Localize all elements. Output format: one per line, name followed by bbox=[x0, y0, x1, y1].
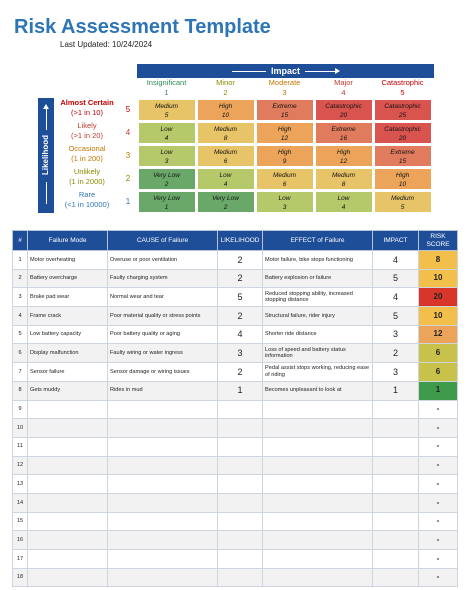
matrix-cell-level: Catastrophic bbox=[384, 102, 421, 110]
matrix-cell-score: 4 bbox=[341, 203, 346, 211]
matrix-cell-level: Low bbox=[278, 194, 291, 202]
matrix-cell-level: High bbox=[395, 171, 410, 179]
cause-cell[interactable] bbox=[108, 550, 218, 569]
table-row bbox=[13, 531, 458, 550]
col-header-risk-score: RISK SCORE bbox=[419, 231, 458, 251]
impact-cell[interactable]: 3 bbox=[373, 363, 419, 382]
row-number[interactable]: 14 bbox=[13, 493, 28, 512]
row-number[interactable]: 4 bbox=[13, 307, 28, 326]
likelihood-cell[interactable]: 4 bbox=[218, 325, 263, 344]
matrix-cell bbox=[197, 191, 255, 213]
table-row bbox=[13, 344, 458, 363]
row-number[interactable]: 3 bbox=[13, 288, 28, 307]
row-number[interactable]: 9 bbox=[13, 400, 28, 419]
table-row bbox=[13, 381, 458, 400]
risk-score-cell[interactable]: - bbox=[419, 493, 458, 512]
likelihood-row-name: Almost Certain bbox=[60, 98, 114, 107]
likelihood-cell[interactable] bbox=[218, 437, 263, 456]
likelihood-row-label bbox=[55, 121, 119, 144]
risk-score-cell[interactable]: - bbox=[419, 512, 458, 531]
matrix-cell-score: 8 bbox=[223, 134, 228, 142]
matrix-cell-level: Medium bbox=[154, 102, 179, 110]
cause-cell[interactable]: Poor battery quality or aging bbox=[108, 325, 218, 344]
cause-cell[interactable]: Faulty wiring or water ingress bbox=[108, 344, 218, 363]
impact-cell[interactable] bbox=[373, 456, 419, 475]
effect-cell[interactable]: Structural failure, rider injury bbox=[263, 307, 373, 326]
likelihood-cell[interactable] bbox=[218, 456, 263, 475]
matrix-cell-score: 5 bbox=[164, 111, 169, 119]
effect-cell[interactable] bbox=[263, 419, 373, 438]
col-header-effect: EFFECT of Failure bbox=[263, 231, 373, 251]
matrix-cell bbox=[256, 122, 314, 144]
impact-cell[interactable]: 5 bbox=[373, 269, 419, 288]
matrix-cell bbox=[374, 122, 432, 144]
matrix-cell-level: Very Low bbox=[153, 171, 180, 179]
likelihood-row-name: Unlikely bbox=[73, 167, 101, 176]
risk-score-cell[interactable]: 8 bbox=[419, 251, 458, 270]
cause-cell[interactable] bbox=[108, 400, 218, 419]
cause-cell[interactable]: Poor material quality or stress points bbox=[108, 307, 218, 326]
matrix-cell bbox=[374, 145, 432, 167]
matrix-cell-score: 4 bbox=[223, 180, 228, 188]
cause-cell[interactable] bbox=[108, 475, 218, 494]
matrix-cell bbox=[138, 145, 196, 167]
effect-cell[interactable]: Reduced stopping ability, increased stopping distance bbox=[263, 288, 373, 307]
impact-column-name: Catastrophic bbox=[381, 78, 424, 87]
matrix-cell-score: 16 bbox=[339, 134, 348, 142]
likelihood-row-odds: (1 in 2000) bbox=[69, 177, 105, 186]
row-number[interactable]: 18 bbox=[13, 568, 28, 587]
effect-cell[interactable] bbox=[263, 475, 373, 494]
impact-column-name: Insignificant bbox=[146, 78, 187, 87]
likelihood-row-number: 3 bbox=[125, 151, 131, 160]
impact-column-number: 2 bbox=[223, 88, 228, 97]
effect-cell[interactable] bbox=[263, 531, 373, 550]
risk-score-cell[interactable]: - bbox=[419, 437, 458, 456]
matrix-cell-score: 6 bbox=[282, 180, 287, 188]
matrix-cell bbox=[315, 99, 373, 121]
matrix-cell-level: Extreme bbox=[331, 125, 356, 133]
failure-mode-cell[interactable]: Low battery capacity bbox=[28, 325, 108, 344]
matrix-cell bbox=[197, 99, 255, 121]
effect-cell[interactable]: Shorter ride distance bbox=[263, 325, 373, 344]
matrix-cell-score: 6 bbox=[223, 157, 228, 165]
impact-column-4 bbox=[314, 78, 373, 98]
impact-cell[interactable] bbox=[373, 512, 419, 531]
matrix-cell-level: Very Low bbox=[212, 194, 239, 202]
matrix-cell-level: Low bbox=[160, 148, 173, 156]
effect-cell[interactable] bbox=[263, 568, 373, 587]
matrix-cell bbox=[374, 99, 432, 121]
matrix-cell-score: 4 bbox=[164, 134, 169, 142]
row-number[interactable]: 7 bbox=[13, 363, 28, 382]
failure-mode-cell[interactable] bbox=[28, 437, 108, 456]
likelihood-row-number: 4 bbox=[125, 128, 131, 137]
likelihood-cell[interactable]: 2 bbox=[218, 307, 263, 326]
cause-cell[interactable]: Sensor damage or wiring issues bbox=[108, 363, 218, 382]
likelihood-cell[interactable] bbox=[218, 512, 263, 531]
matrix-cell-level: High bbox=[277, 125, 292, 133]
impact-column-5 bbox=[373, 78, 432, 98]
matrix-cell-score: 12 bbox=[280, 134, 289, 142]
impact-column-number: 1 bbox=[164, 88, 169, 97]
table-row bbox=[13, 307, 458, 326]
effect-cell[interactable]: Becomes unpleasant to look at bbox=[263, 381, 373, 400]
table-row bbox=[13, 288, 458, 307]
impact-arrow-right-icon bbox=[305, 71, 339, 72]
effect-cell[interactable]: Pedal assist stops working, reducing ease of riding bbox=[263, 363, 373, 382]
impact-cell[interactable]: 3 bbox=[373, 325, 419, 344]
impact-cell[interactable]: 1 bbox=[373, 381, 419, 400]
cause-cell[interactable] bbox=[108, 456, 218, 475]
likelihood-row-name: Rare bbox=[78, 190, 96, 199]
matrix-cell bbox=[256, 191, 314, 213]
likelihood-cell[interactable]: 5 bbox=[218, 288, 263, 307]
col-header-number: # bbox=[13, 231, 28, 251]
table-row bbox=[13, 251, 458, 270]
table-row bbox=[13, 400, 458, 419]
likelihood-cell[interactable] bbox=[218, 400, 263, 419]
cause-cell[interactable]: Normal wear and tear bbox=[108, 288, 218, 307]
risk-score-cell[interactable]: - bbox=[419, 568, 458, 587]
failure-mode-cell[interactable]: Motor overheating bbox=[28, 251, 108, 270]
table-row bbox=[13, 475, 458, 494]
matrix-cell bbox=[197, 122, 255, 144]
matrix-cell-score: 5 bbox=[400, 203, 405, 211]
row-number[interactable]: 17 bbox=[13, 550, 28, 569]
cause-cell[interactable] bbox=[108, 568, 218, 587]
cause-cell[interactable]: Overuse or poor ventilation bbox=[108, 251, 218, 270]
risk-score-cell[interactable]: 6 bbox=[419, 363, 458, 382]
matrix-cell-level: Catastrophic bbox=[384, 125, 421, 133]
failure-mode-cell[interactable] bbox=[28, 400, 108, 419]
cause-cell[interactable] bbox=[108, 419, 218, 438]
effect-cell[interactable] bbox=[263, 456, 373, 475]
matrix-cell-score: 1 bbox=[164, 203, 169, 211]
effect-cell[interactable] bbox=[263, 437, 373, 456]
failure-mode-cell[interactable]: Sensor failure bbox=[28, 363, 108, 382]
matrix-cell bbox=[315, 145, 373, 167]
matrix-cell-score: 20 bbox=[398, 134, 407, 142]
likelihood-row-number: 2 bbox=[125, 174, 131, 183]
matrix-cell bbox=[374, 168, 432, 190]
matrix-cell bbox=[197, 145, 255, 167]
impact-cell[interactable] bbox=[373, 400, 419, 419]
impact-column-number: 3 bbox=[282, 88, 287, 97]
matrix-cell-score: 2 bbox=[223, 203, 228, 211]
cause-cell[interactable] bbox=[108, 493, 218, 512]
matrix-cell-level: Medium bbox=[390, 194, 415, 202]
failure-mode-cell[interactable] bbox=[28, 493, 108, 512]
failure-mode-cell[interactable] bbox=[28, 456, 108, 475]
impact-column-name: Major bbox=[334, 78, 353, 87]
risk-score-cell[interactable]: - bbox=[419, 400, 458, 419]
failure-mode-cell[interactable] bbox=[28, 512, 108, 531]
cause-cell[interactable] bbox=[108, 437, 218, 456]
row-number[interactable]: 5 bbox=[13, 325, 28, 344]
col-header-likelihood: LIKELIHOOD bbox=[218, 231, 263, 251]
row-number[interactable]: 8 bbox=[13, 381, 28, 400]
matrix-cell-score: 8 bbox=[341, 180, 346, 188]
cause-cell[interactable] bbox=[108, 531, 218, 550]
row-number[interactable]: 6 bbox=[13, 344, 28, 363]
table-row bbox=[13, 419, 458, 438]
table-row bbox=[13, 456, 458, 475]
likelihood-cell[interactable] bbox=[218, 568, 263, 587]
matrix-cell-score: 15 bbox=[280, 111, 289, 119]
matrix-cell bbox=[138, 168, 196, 190]
col-header-failure-mode: Failure Mode bbox=[28, 231, 108, 251]
likelihood-row-odds: (<1 in 10000) bbox=[64, 200, 110, 209]
table-row bbox=[13, 437, 458, 456]
matrix-cell-level: Catastrophic bbox=[325, 102, 362, 110]
risk-score-cell[interactable]: - bbox=[419, 419, 458, 438]
likelihood-cell[interactable] bbox=[218, 419, 263, 438]
matrix-cell-score: 25 bbox=[398, 111, 407, 119]
matrix-cell-level: Extreme bbox=[272, 102, 297, 110]
cause-cell[interactable]: Faulty charging system bbox=[108, 269, 218, 288]
impact-cell[interactable] bbox=[373, 493, 419, 512]
matrix-cell bbox=[315, 191, 373, 213]
row-number[interactable]: 16 bbox=[13, 531, 28, 550]
risk-score-cell[interactable]: 1 bbox=[419, 381, 458, 400]
likelihood-row-label bbox=[55, 190, 119, 213]
matrix-cell-score: 15 bbox=[398, 157, 407, 165]
failure-mode-cell[interactable]: Battery overcharge bbox=[28, 269, 108, 288]
col-header-cause: CAUSE of Failure bbox=[108, 231, 218, 251]
failure-mode-cell[interactable]: Brake pad wear bbox=[28, 288, 108, 307]
likelihood-row-number: 1 bbox=[125, 197, 131, 206]
matrix-cell-level: Low bbox=[219, 171, 232, 179]
table-header-row bbox=[13, 231, 458, 251]
row-number[interactable]: 13 bbox=[13, 475, 28, 494]
likelihood-cell[interactable]: 2 bbox=[218, 269, 263, 288]
effect-cell[interactable] bbox=[263, 550, 373, 569]
impact-column-1 bbox=[137, 78, 196, 98]
matrix-cell-level: Extreme bbox=[390, 148, 415, 156]
row-number[interactable]: 11 bbox=[13, 437, 28, 456]
matrix-cell-level: Low bbox=[160, 125, 173, 133]
matrix-cell-score: 12 bbox=[339, 157, 348, 165]
risk-score-cell[interactable]: 10 bbox=[419, 269, 458, 288]
matrix-cell bbox=[138, 191, 196, 213]
impact-column-number: 5 bbox=[400, 88, 405, 97]
last-updated-value: 10/24/2024 bbox=[112, 40, 153, 49]
risk-score-cell[interactable]: - bbox=[419, 475, 458, 494]
page-title: Risk Assessment Template bbox=[14, 16, 271, 38]
impact-column-3 bbox=[255, 78, 314, 98]
risk-score-cell[interactable]: - bbox=[419, 531, 458, 550]
matrix-cell bbox=[374, 191, 432, 213]
impact-column-2 bbox=[196, 78, 255, 98]
matrix-cell bbox=[315, 122, 373, 144]
impact-cell[interactable] bbox=[373, 550, 419, 569]
likelihood-cell[interactable] bbox=[218, 550, 263, 569]
likelihood-row-number: 5 bbox=[125, 105, 131, 114]
matrix-cell bbox=[197, 168, 255, 190]
matrix-cell bbox=[256, 168, 314, 190]
risk-score-cell[interactable]: - bbox=[419, 550, 458, 569]
matrix-cell bbox=[256, 99, 314, 121]
impact-header bbox=[137, 64, 434, 78]
matrix-cell-level: Medium bbox=[213, 148, 238, 156]
impact-cell[interactable]: 4 bbox=[373, 251, 419, 270]
impact-label: Impact bbox=[270, 66, 300, 76]
impact-column-name: Moderate bbox=[268, 78, 301, 87]
matrix-cell-level: High bbox=[277, 148, 292, 156]
matrix-cell-level: High bbox=[336, 148, 351, 156]
risk-score-cell[interactable]: 6 bbox=[419, 344, 458, 363]
matrix-cell-score: 9 bbox=[282, 157, 287, 165]
effect-cell[interactable] bbox=[263, 493, 373, 512]
likelihood-cell[interactable] bbox=[218, 475, 263, 494]
row-number[interactable]: 10 bbox=[13, 419, 28, 438]
table-row bbox=[13, 512, 458, 531]
last-updated bbox=[60, 40, 152, 49]
cause-cell[interactable] bbox=[108, 512, 218, 531]
likelihood-arrow-line-lower bbox=[46, 182, 47, 204]
table-row bbox=[13, 568, 458, 587]
failure-mode-cell[interactable]: Frame crack bbox=[28, 307, 108, 326]
impact-cell[interactable] bbox=[373, 475, 419, 494]
table-row bbox=[13, 363, 458, 382]
matrix-cell-score: 2 bbox=[164, 180, 169, 188]
table-row bbox=[13, 269, 458, 288]
likelihood-row-odds: (>1 in 20) bbox=[71, 131, 103, 140]
last-updated-label: Last Updated: bbox=[60, 40, 110, 49]
matrix-cell-level: High bbox=[218, 102, 233, 110]
matrix-cell bbox=[138, 99, 196, 121]
impact-column-name: Minor bbox=[216, 78, 235, 87]
matrix-cell-score: 10 bbox=[221, 111, 230, 119]
failure-mode-cell[interactable] bbox=[28, 550, 108, 569]
matrix-cell bbox=[138, 122, 196, 144]
impact-arrow-left-icon bbox=[232, 71, 266, 72]
likelihood-row-label bbox=[55, 98, 119, 121]
failure-mode-cell[interactable] bbox=[28, 531, 108, 550]
matrix-cell-score: 20 bbox=[339, 111, 348, 119]
row-number[interactable]: 12 bbox=[13, 456, 28, 475]
matrix-cell-level: Low bbox=[337, 194, 350, 202]
effect-cell[interactable] bbox=[263, 400, 373, 419]
table-row bbox=[13, 550, 458, 569]
cause-cell[interactable]: Rides in mud bbox=[108, 381, 218, 400]
row-number[interactable]: 2 bbox=[13, 269, 28, 288]
likelihood-row-label bbox=[55, 167, 119, 190]
table-row bbox=[13, 493, 458, 512]
likelihood-row-odds: (>1 in 10) bbox=[71, 108, 103, 117]
impact-cell[interactable]: 2 bbox=[373, 344, 419, 363]
likelihood-row-name: Occasional bbox=[68, 144, 106, 153]
failure-mode-cell[interactable] bbox=[28, 568, 108, 587]
likelihood-label: Likelihood bbox=[41, 135, 50, 175]
impact-cell[interactable] bbox=[373, 568, 419, 587]
likelihood-row-odds: (1 in 200) bbox=[71, 154, 103, 163]
effect-cell[interactable]: Motor failure, bike stops functioning bbox=[263, 251, 373, 270]
likelihood-cell[interactable]: 1 bbox=[218, 381, 263, 400]
risk-score-cell[interactable]: 12 bbox=[419, 325, 458, 344]
matrix-cell-score: 10 bbox=[398, 180, 407, 188]
likelihood-row-label bbox=[55, 144, 119, 167]
matrix-cell-score: 3 bbox=[164, 157, 169, 165]
likelihood-cell[interactable]: 3 bbox=[218, 344, 263, 363]
failure-mode-cell[interactable]: Gets muddy bbox=[28, 381, 108, 400]
effect-cell[interactable]: Loss of speed and battery status information bbox=[263, 344, 373, 363]
impact-cell[interactable] bbox=[373, 437, 419, 456]
likelihood-row-name: Likely bbox=[77, 121, 97, 130]
likelihood-cell[interactable]: 2 bbox=[218, 251, 263, 270]
effect-cell[interactable] bbox=[263, 512, 373, 531]
impact-column-number: 4 bbox=[341, 88, 346, 97]
failure-mode-cell[interactable] bbox=[28, 419, 108, 438]
matrix-cell bbox=[256, 145, 314, 167]
likelihood-cell[interactable]: 2 bbox=[218, 363, 263, 382]
impact-cell[interactable]: 4 bbox=[373, 288, 419, 307]
risk-score-cell[interactable]: 10 bbox=[419, 307, 458, 326]
row-number[interactable]: 1 bbox=[13, 251, 28, 270]
risk-score-cell[interactable]: - bbox=[419, 456, 458, 475]
likelihood-cell[interactable] bbox=[218, 531, 263, 550]
impact-cell[interactable] bbox=[373, 419, 419, 438]
matrix-cell-score: 3 bbox=[282, 203, 287, 211]
risk-score-cell[interactable]: 20 bbox=[419, 288, 458, 307]
failure-mode-cell[interactable] bbox=[28, 475, 108, 494]
matrix-cell-level: Medium bbox=[213, 125, 238, 133]
row-number[interactable]: 15 bbox=[13, 512, 28, 531]
impact-cell[interactable]: 5 bbox=[373, 307, 419, 326]
risk-register-table bbox=[12, 230, 458, 587]
effect-cell[interactable]: Battery explosion or failure bbox=[263, 269, 373, 288]
col-header-impact: IMPACT bbox=[373, 231, 419, 251]
failure-mode-cell[interactable]: Display malfunction bbox=[28, 344, 108, 363]
matrix-cell-level: Medium bbox=[331, 171, 356, 179]
impact-cell[interactable] bbox=[373, 531, 419, 550]
matrix-cell bbox=[315, 168, 373, 190]
table-row bbox=[13, 325, 458, 344]
matrix-cell-level: Medium bbox=[272, 171, 297, 179]
likelihood-cell[interactable] bbox=[218, 493, 263, 512]
matrix-cell-level: Very Low bbox=[153, 194, 180, 202]
